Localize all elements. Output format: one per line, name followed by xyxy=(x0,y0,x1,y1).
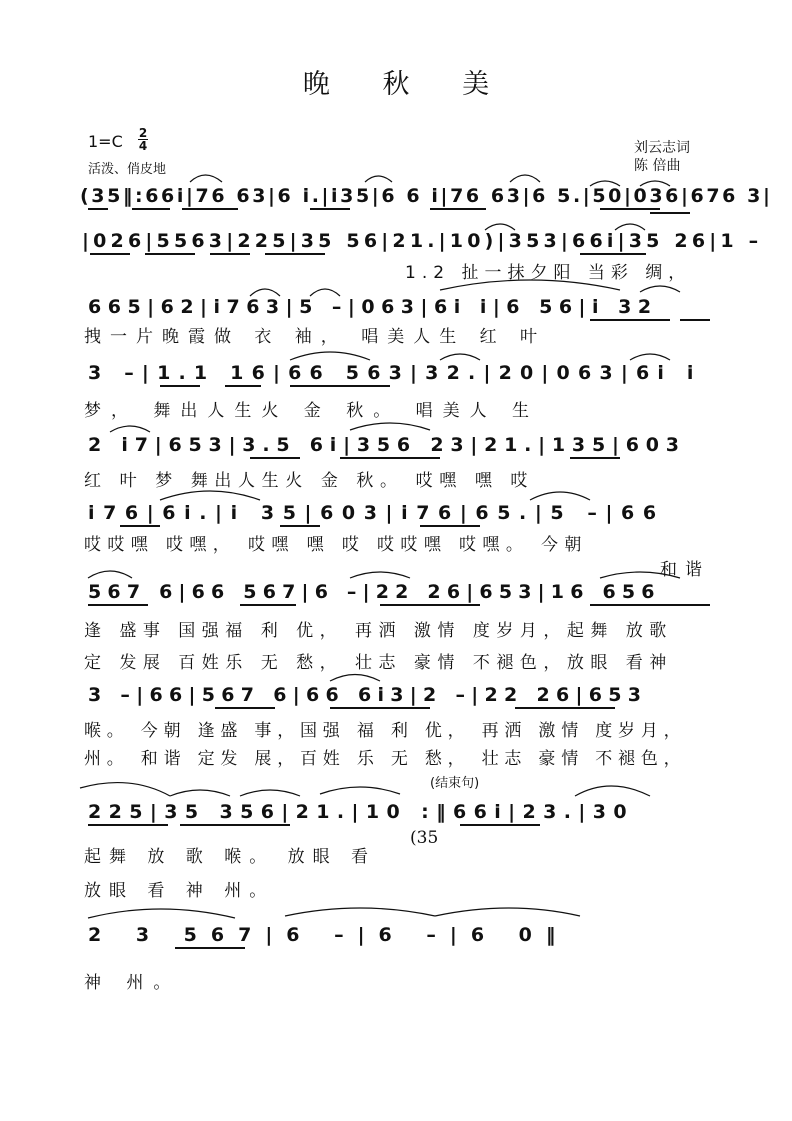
score-row-2: |026|5563|225|35 56|21.|10)|353|66i|35 26|1 – xyxy=(82,230,763,252)
lyric-line-5: 红 叶 梦 舞出人生火 金 秋。 哎嘿 嘿 哎 xyxy=(84,471,535,491)
tempo-mark: 活泼、俏皮地 xyxy=(88,162,167,177)
score-row-8: 3 –|66|567 6|66 6i3|2 –|22 26|653 xyxy=(88,684,648,706)
lyric-line-6b: 和谐 xyxy=(660,560,710,580)
composer: 陈 倍曲 xyxy=(634,158,681,174)
score-row-10: 2 3 567|6 –|6 –|6 0‖ xyxy=(88,924,570,946)
lyricist: 刘云志词 xyxy=(634,140,690,156)
score-row-9: 225|35 356|21.|10 :‖66i|23.|30 xyxy=(88,801,634,823)
lyric-line-3: 拽一片晚霞做 衣 袖， 唱美人生 红 叶 xyxy=(84,327,547,347)
lyric-line-4: 梦， 舞出人生火 金 秋。 唱美人 生 xyxy=(84,401,540,421)
page-title: 晚 秋 美 xyxy=(302,69,512,100)
lyric-line-8a: 喉。 今朝 逢盛 事，国强 福 利 优， 再洒 激情 度岁月， xyxy=(84,721,687,741)
lyric-line-9b: 放眼 看 神 州。 xyxy=(84,881,275,901)
time-sig-bottom: 4 xyxy=(138,139,148,153)
end-section-label: (结束句) xyxy=(430,776,480,791)
lyric-line-8b: 州。 和谐 定发 展，百姓 乐 无 愁， 壮志 豪情 不褪色， xyxy=(84,749,687,769)
lyric-line-2: 1.2 扯一抹夕阳 当彩 绸， xyxy=(405,263,692,283)
score-row-6: i76|6i.|i 35|603|i76|65.|5 –|66 xyxy=(88,502,665,524)
score-row-7: 567 6|66 567|6 –|22 26|653|16 656 xyxy=(88,581,661,603)
key-signature: 1=C xyxy=(88,132,123,151)
score-row-1: (35‖:66i|76 63|6 i.|i35|6 6 i|76 63|6 5.|50|036|676 3| xyxy=(80,185,773,207)
score-row-5: 2 i7|653|3.5 6i|356 23|21.|135|603 xyxy=(88,434,686,456)
time-sig-top: 2 xyxy=(138,126,148,140)
lyric-line-6: 哎哎嘿 哎嘿， 哎嘿 嘿 哎 哎哎嘿 哎嘿。 今朝 xyxy=(84,535,588,555)
lyric-line-9a: 起舞 放 歌 喉。 放眼 看 xyxy=(84,847,377,867)
lyric-line-10: 神 州。 xyxy=(84,973,181,993)
intro-reference: (35 xyxy=(410,828,439,848)
score-row-4: 3 –|1.1 16|66 563|32.|20|063|6i i xyxy=(88,362,702,384)
lyric-line-7b: 定 发展 百姓乐 无 愁， 壮志 豪情 不褪色，放眼 看神 xyxy=(84,653,673,673)
score-row-3: 665|62|i763|5 –|063|6i i|6 56|i 32 xyxy=(88,296,658,318)
lyric-line-7a: 逢 盛事 国强福 利 优， 再洒 激情 度岁月，起舞 放歌 xyxy=(84,621,673,641)
